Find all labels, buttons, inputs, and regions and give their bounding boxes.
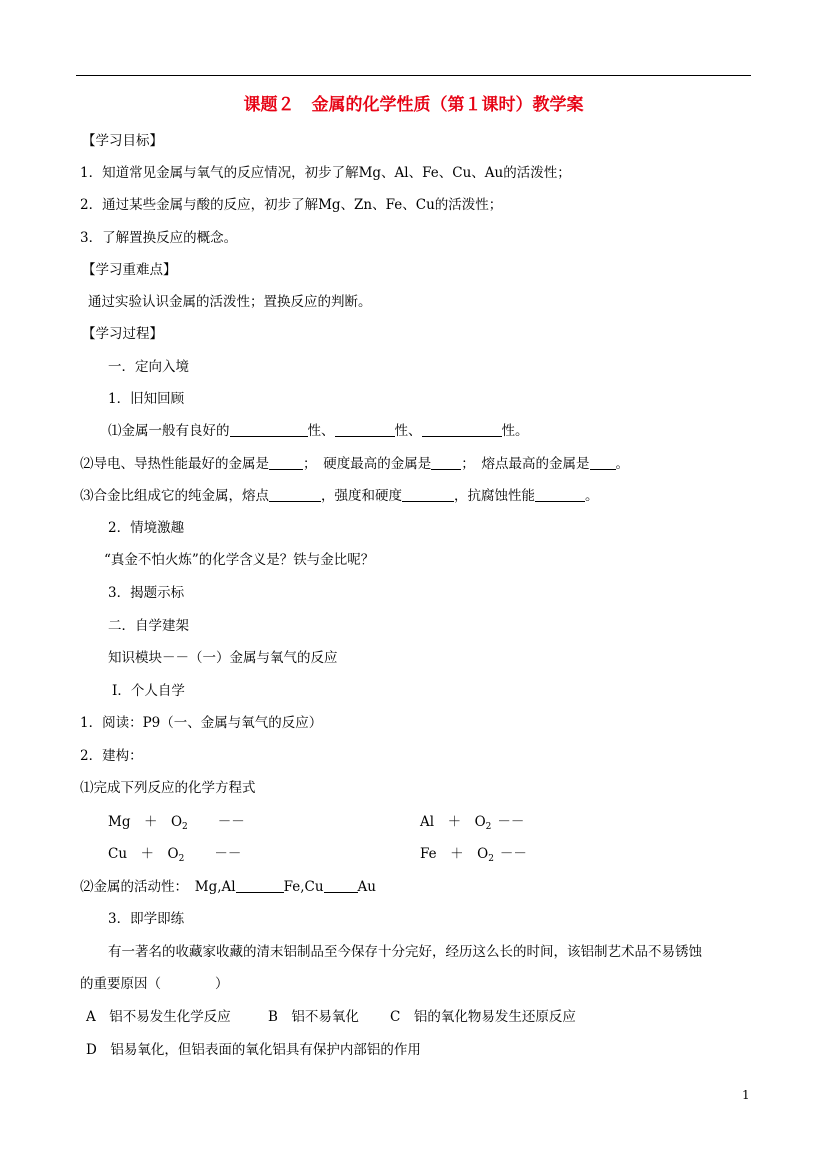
equation-intro: ⑴完成下列反应的化学方程式 (80, 780, 256, 796)
question-2: ⑵导电、导热性能最好的金属是 ； 硬度最高的金属是 ； 熔点最高的金属是 。 (80, 456, 629, 472)
key-header: 【学习重难点】 (82, 262, 177, 278)
answer-blank[interactable] (269, 455, 303, 470)
goal-3: 3．了解置换反应的概念。 (80, 230, 238, 246)
section-1-heading: 一．定向入境 (108, 359, 189, 375)
section-2-heading: 二．自学建架 (108, 618, 189, 634)
equation-cu: Cu ＋ $O_2$ －－ (108, 846, 242, 864)
answer-blank[interactable] (402, 487, 454, 502)
question-3: ⑶合金比组成它的纯金属，熔点 ，强度和硬度 ，抗腐蚀性能 。 (80, 488, 599, 504)
equation-al: Al ＋ $O_2$ －－ (420, 814, 525, 832)
page-title: 课题２ 金属的化学性质（第１课时）教学案 (243, 95, 584, 115)
exercise-line-1: 有一著名的收藏家收藏的清末铝制品至今保存十分完好，经历这么长的时间，该铝制艺术品不易锈蚀 (108, 944, 702, 960)
situation-text: “真金不怕火炼”的化学含义是？铁与金比呢？ (104, 552, 375, 568)
section-1-1-heading: 1．旧知回顾 (108, 391, 185, 407)
equation-fe: Fe ＋ $O_2$ －－ (420, 846, 527, 864)
option-a: A 铝不易发生化学反应 (86, 1009, 231, 1025)
answer-blank[interactable] (335, 422, 395, 437)
reading-item: 1．阅读：P9（一、金属与氧气的反应） (80, 715, 323, 731)
answer-blank[interactable] (269, 487, 321, 502)
answer-blank[interactable] (590, 455, 616, 470)
header-rule (76, 75, 751, 76)
module-heading: 知识模块－－（一）金属与氧气的反应 (108, 650, 338, 666)
self-study-heading: Ⅰ．个人自学 (112, 683, 185, 699)
option-c: C 铝的氧化物易发生还原反应 (390, 1009, 576, 1025)
section-2-3-heading: 3．即学即练 (108, 911, 185, 927)
exercise-line-2: 的重要原因（ ） (80, 976, 229, 992)
goal-2: 2．通过某些金属与酸的反应，初步了解Mg、Zn、Fe、Cu的活泼性； (80, 197, 503, 213)
key-text: 通过实验认识金属的活泼性；置换反应的判断。 (88, 294, 372, 310)
question-1: ⑴金属一般有良好的 性、 性、 性。 (108, 423, 529, 439)
answer-blank[interactable] (431, 455, 461, 470)
equation-mg: Mg ＋ $O_2$ －－ (108, 814, 245, 832)
option-b: B 铝不易氧化 (268, 1009, 359, 1025)
build-item: 2．建构： (80, 748, 143, 764)
answer-blank[interactable] (236, 878, 284, 893)
activity-series: ⑵金属的活动性： Mg,Al Fe,Cu Au (80, 879, 376, 895)
answer-blank[interactable] (535, 487, 585, 502)
answer-blank[interactable] (324, 878, 358, 893)
goals-header: 【学习目标】 (82, 133, 163, 149)
goal-1: 1．知道常见金属与氧气的反应情况，初步了解Mg、Al、Fe、Cu、Au的活泼性； (80, 165, 571, 181)
answer-blank[interactable] (230, 422, 308, 437)
section-1-3-heading: 3．揭题示标 (108, 585, 185, 601)
page-number: 1 (742, 1088, 750, 1102)
section-1-2-heading: 2．情境激趣 (108, 520, 185, 536)
answer-blank[interactable] (422, 422, 502, 437)
option-d: D 铝易氧化，但铝表面的氧化铝具有保护内部铝的作用 (86, 1042, 421, 1058)
process-header: 【学习过程】 (82, 326, 163, 342)
